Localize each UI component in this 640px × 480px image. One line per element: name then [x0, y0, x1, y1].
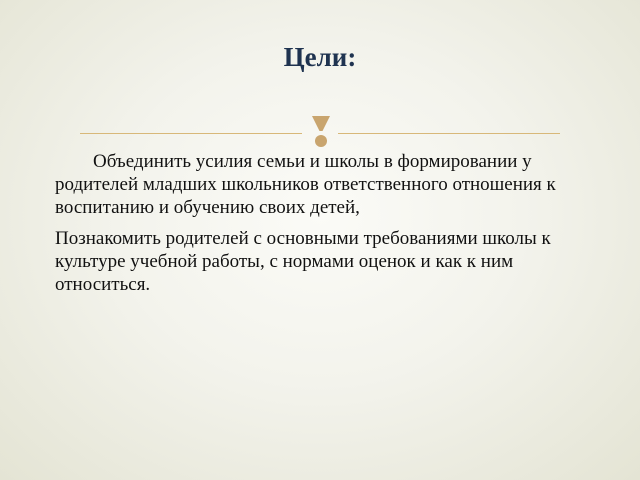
- goal-paragraph-2: Познакомить родителей с основными требованиями школы к культуре учебной работы, с нормами оценок и как к ним относиться.: [55, 228, 551, 295]
- slide-title: Цели:: [283, 42, 357, 72]
- slide-body: [55, 150, 595, 304]
- ornament-icon: [309, 114, 333, 148]
- goal-paragraph-1: Объединить усилия семьи и школы в формировании у родителей младших школьников ответственного отношения к воспитанию и обучению своих детей,: [55, 151, 556, 218]
- divider-line-right: [338, 133, 560, 134]
- title-divider: [80, 110, 560, 150]
- divider-line-left: [80, 133, 302, 134]
